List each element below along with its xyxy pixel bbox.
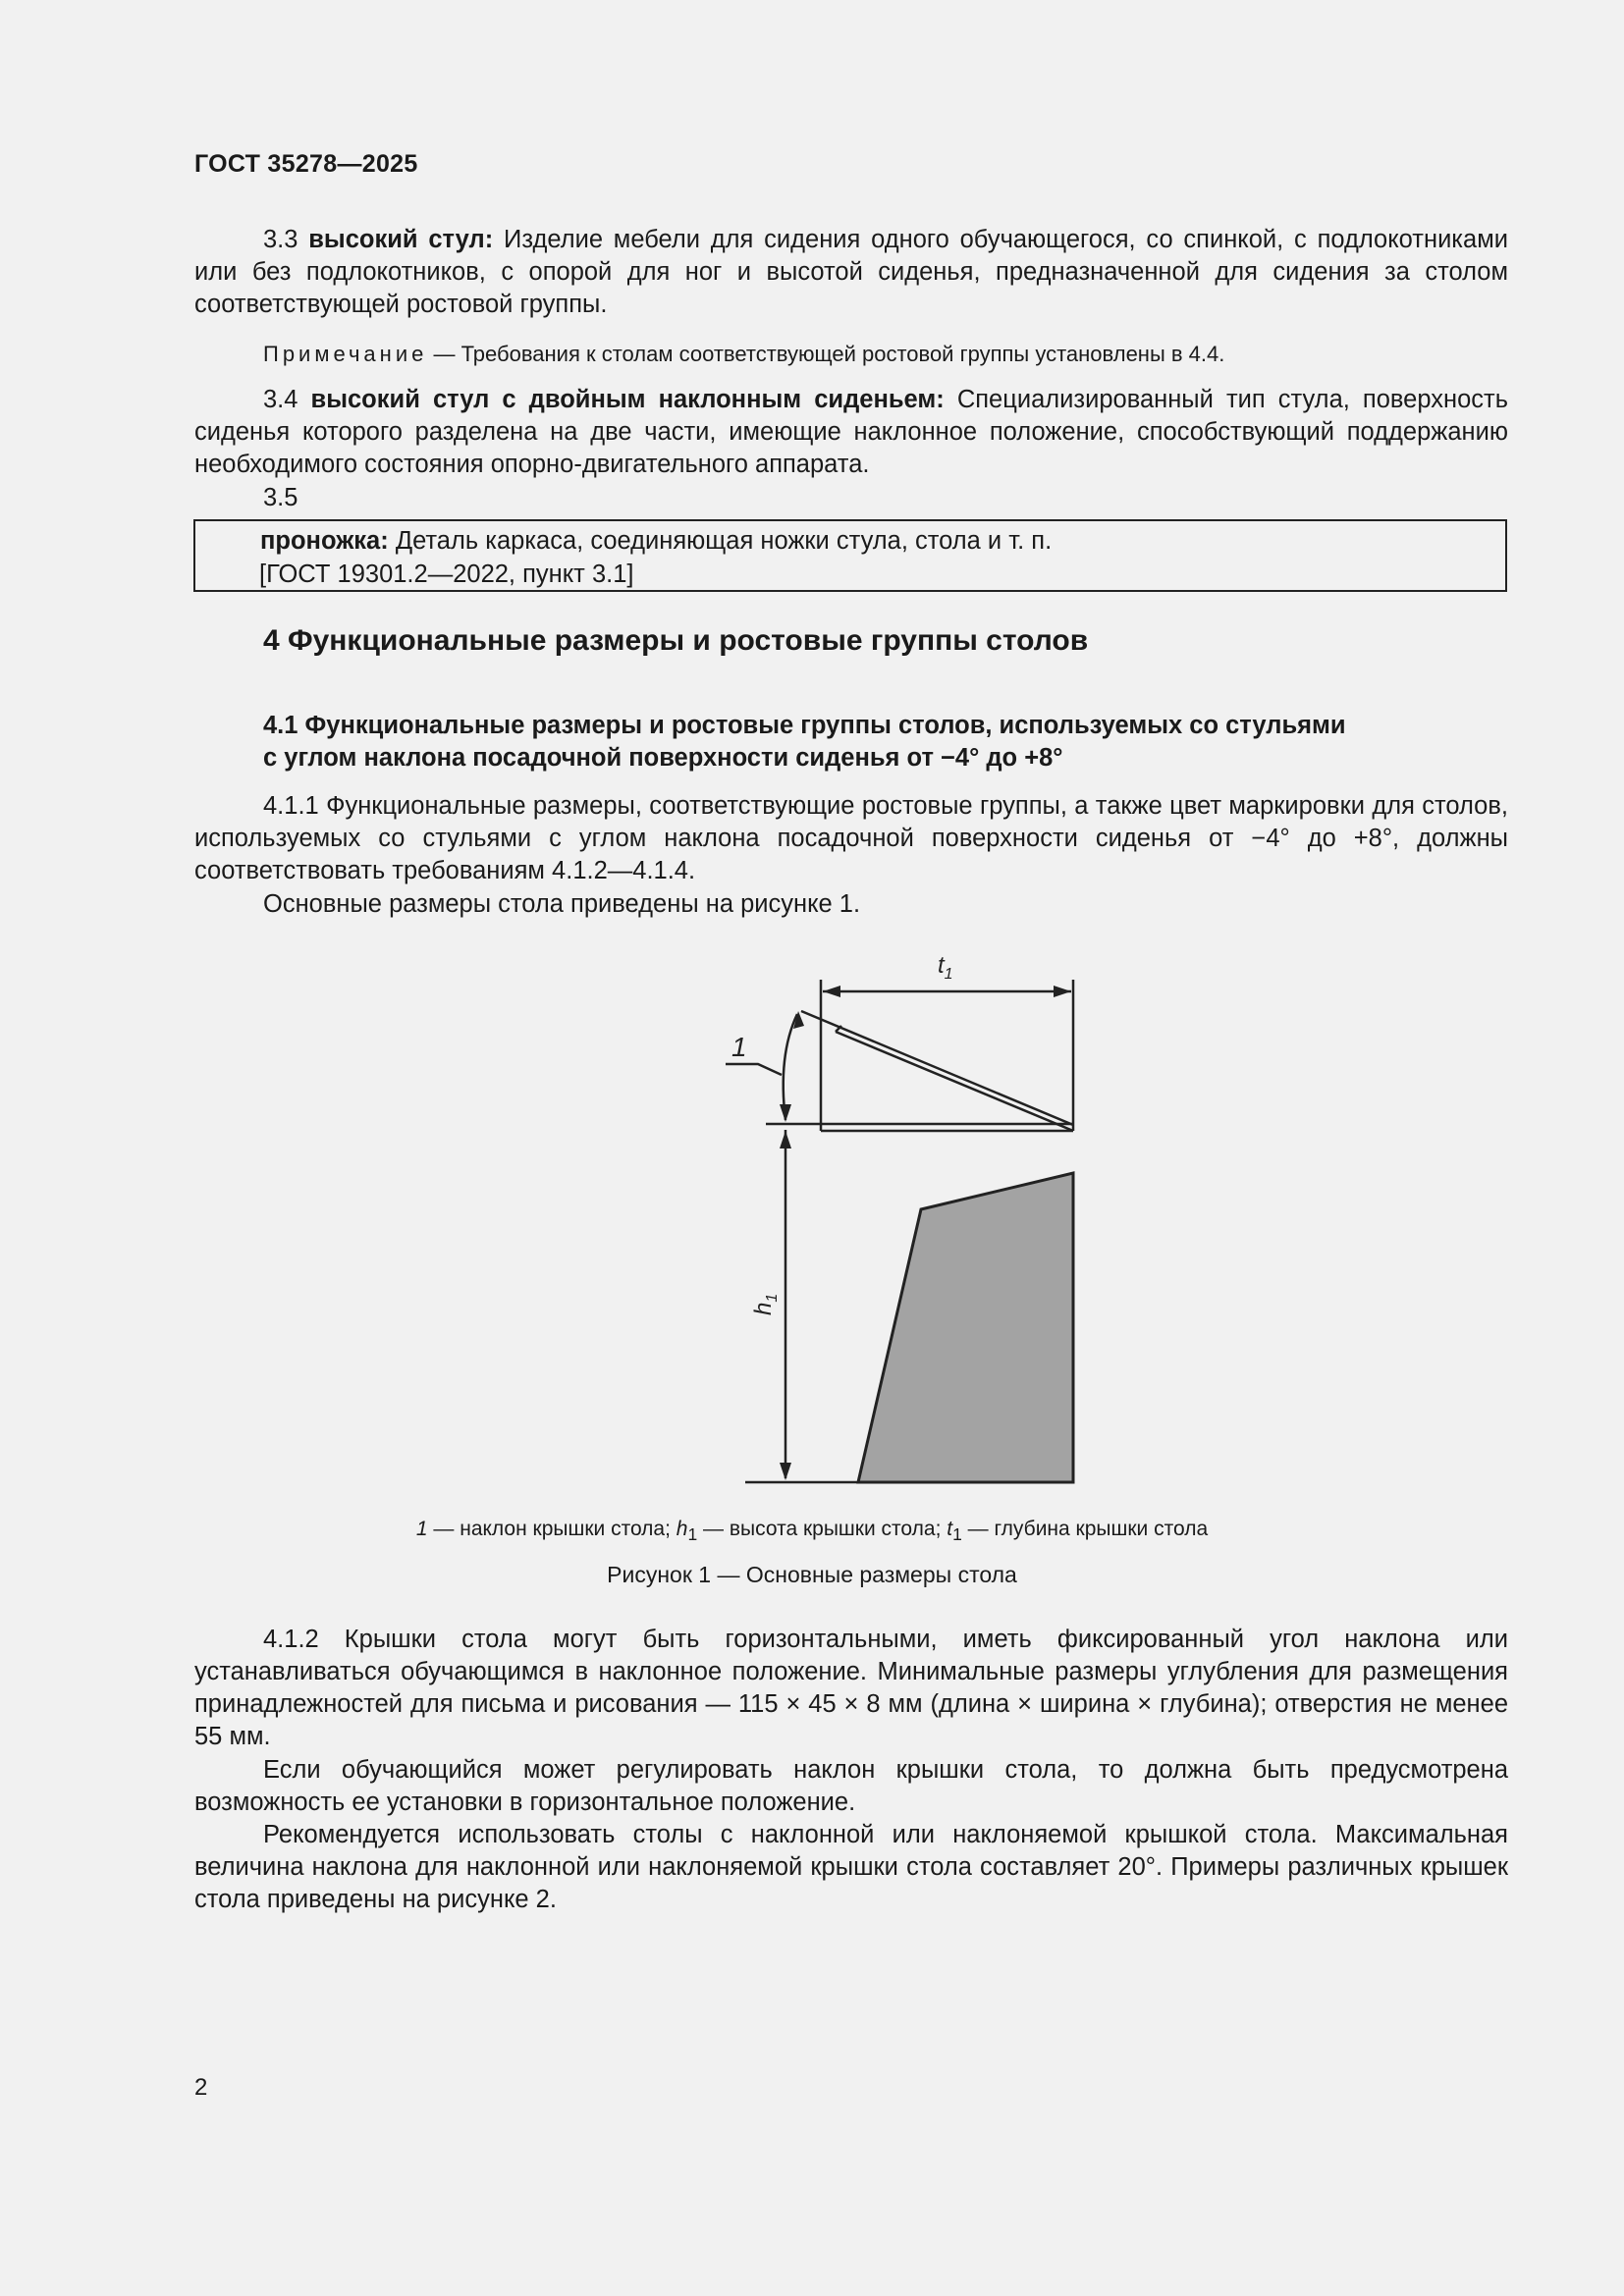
arrowhead xyxy=(780,1131,791,1148)
arrowhead xyxy=(780,1104,791,1122)
section-4-heading: 4 Функциональные размеры и ростовые группы столов xyxy=(263,624,1089,657)
section-number: 3.3 xyxy=(263,226,298,253)
source-reference: [ГОСТ 19301.2—2022, пункт 3.1] xyxy=(259,561,634,588)
paragraph-figure-reference: Основные размеры стола приведены на рисунке 1. xyxy=(263,890,861,918)
tabletop-lower-edge xyxy=(836,1032,1073,1131)
tabletop-upper-edge xyxy=(801,1011,1073,1125)
t1-label: $t_1$ xyxy=(938,952,953,983)
tilt-angle-arc xyxy=(784,1014,797,1120)
heading-line-2: с углом наклона посадочной поверхности сиденья от −4° до +8° xyxy=(263,744,1063,772)
table-leg-shape xyxy=(858,1173,1073,1482)
h1-label: $h_1$ xyxy=(750,1293,781,1315)
definition: Деталь каркаса, соединяющая ножки стула, стола и т. п. xyxy=(395,527,1053,555)
section-number-3-5: 3.5 xyxy=(263,484,298,511)
term: высокий стул с двойным наклонным сиденьем: xyxy=(310,386,945,413)
paragraph-recommend: Рекомендуется использовать столы с наклонной или наклоняемой крышкой стола. Максимальная величина наклона для наклонной или наклоняемой крышки стола составляет 20°. Примеры различных крышек стола приведены на рисунке 2. xyxy=(194,1821,1508,1913)
callout-1-label: 1 xyxy=(731,1032,747,1062)
arrowhead xyxy=(823,986,840,997)
heading-line-1: 4.1 Функциональные размеры и ростовые группы столов, используемых со стульями xyxy=(263,712,1346,739)
arrowhead xyxy=(1054,986,1071,997)
figure-1-legend: 1 — наклон крышки стола; $h_1$ — высота крышки стола; $t_1$ — глубина крышки стола xyxy=(415,1518,1209,1545)
arrowhead xyxy=(780,1463,791,1480)
document-header: ГОСТ 35278—2025 xyxy=(194,150,418,178)
figure-1-caption: Рисунок 1 — Основные размеры стола xyxy=(607,1562,1017,1587)
definition: Специализированный тип стула, поверхность сиденья которого разделена на две части, имеющие наклонное положение, способствующий поддержанию необходимого состояния опорно-двигательного аппарата. xyxy=(194,386,1508,478)
note-text: — Требования к столам соответствующей ростовой группы установлены в 4.4. xyxy=(433,342,1225,366)
term: высокий стул: xyxy=(308,226,494,253)
paragraph-4-1-1: 4.1.1 Функциональные размеры, соответствующие ростовые группы, а также цвет маркировки для столов, используемых со стульями с углом наклона посадочной поверхности сиденья от −4° до +8°, должны соответствовать требованиям 4.1.2—4.1.4. xyxy=(194,792,1508,884)
note-label: Примечание xyxy=(263,342,428,366)
paragraph-adjust: Если обучающийся может регулировать наклон крышки стола, то должна быть предусмотрена возможность ее установки в горизонтальное положение. xyxy=(194,1756,1508,1816)
page-number: 2 xyxy=(194,2074,208,2101)
paragraph-4-1-2: 4.1.2 Крышки стола могут быть горизонтальными, иметь фиксированный угол наклона или устанавливаться обучающимся в наклонное положение. Минимальные размеры углубления для размещения принадлежностей для письма и рисования — 115 × 45 × 8 мм (длина × ширина × глубина); отверстия не менее 55 мм. xyxy=(194,1626,1508,1750)
definition: Изделие мебели для сидения одного обучающегося, со спинкой, с подлокотниками или без подлокотников, с опорой для ног и высотой сиденья, предназначенной для сидения за столом соответствующей ростовой группы. xyxy=(194,226,1508,318)
section-number: 3.4 xyxy=(263,386,298,413)
term: проножка: xyxy=(260,527,389,555)
leader-line-1 xyxy=(726,1064,782,1075)
